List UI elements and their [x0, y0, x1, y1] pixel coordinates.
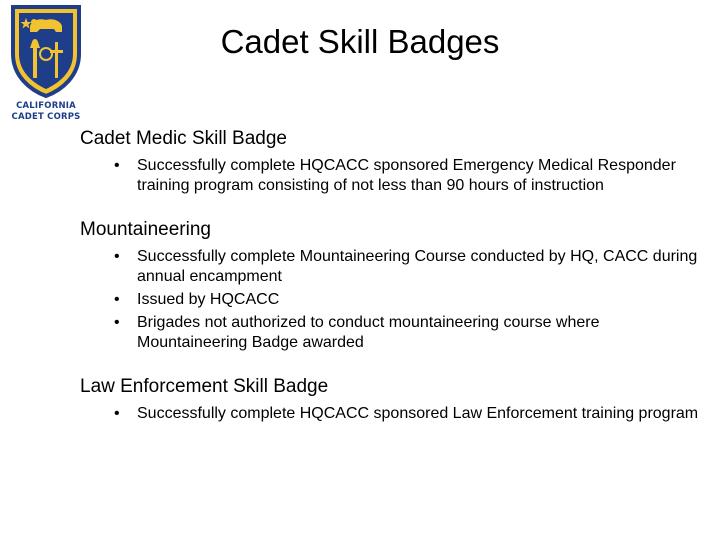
bullet-text: Successfully complete HQCACC sponsored Law Enforcement training program	[137, 405, 699, 422]
bullet-text: Successfully complete HQCACC sponsored Emergency Medical Responder training program consisting of not less than 90 hours of instruction	[137, 157, 676, 194]
shield-emblem-icon	[10, 4, 82, 98]
bullet-text: Issued by HQCACC	[137, 291, 280, 308]
page-title: Cadet Skill Badges	[220, 23, 500, 60]
bullet-dot: •	[114, 157, 120, 174]
bullet-text: Successfully complete Mountaineering Course conducted by HQ, CACC during annual encampment	[137, 248, 698, 285]
california-cadet-corps-logo	[4, 4, 88, 122]
bullet-item	[80, 290, 700, 310]
logo-text-line1: CALIFORNIA	[16, 101, 76, 111]
bullet-list	[80, 156, 700, 196]
bullet-list	[80, 247, 700, 353]
bullet-item	[80, 313, 700, 353]
bullet-item	[80, 247, 700, 287]
section-law-enforcement	[80, 375, 700, 424]
section-heading: Mountaineering	[80, 219, 211, 240]
section-mountaineering	[80, 218, 700, 353]
bullet-list	[80, 404, 700, 424]
bullet-item	[80, 156, 700, 196]
bullet-dot: •	[114, 314, 120, 331]
bullet-dot: •	[114, 291, 120, 308]
section-heading: Cadet Medic Skill Badge	[80, 128, 287, 149]
bullet-item	[80, 404, 700, 424]
section-heading: Law Enforcement Skill Badge	[80, 376, 329, 397]
section-cadet-medic	[80, 127, 700, 196]
bullet-dot: •	[114, 248, 120, 265]
bullet-dot: •	[114, 405, 120, 422]
logo-text-line2: CADET CORPS	[11, 112, 81, 122]
badge-sections	[80, 127, 700, 446]
bullet-text: Brigades not authorized to conduct mountaineering course where Mountaineering Badge awarded	[137, 314, 600, 351]
